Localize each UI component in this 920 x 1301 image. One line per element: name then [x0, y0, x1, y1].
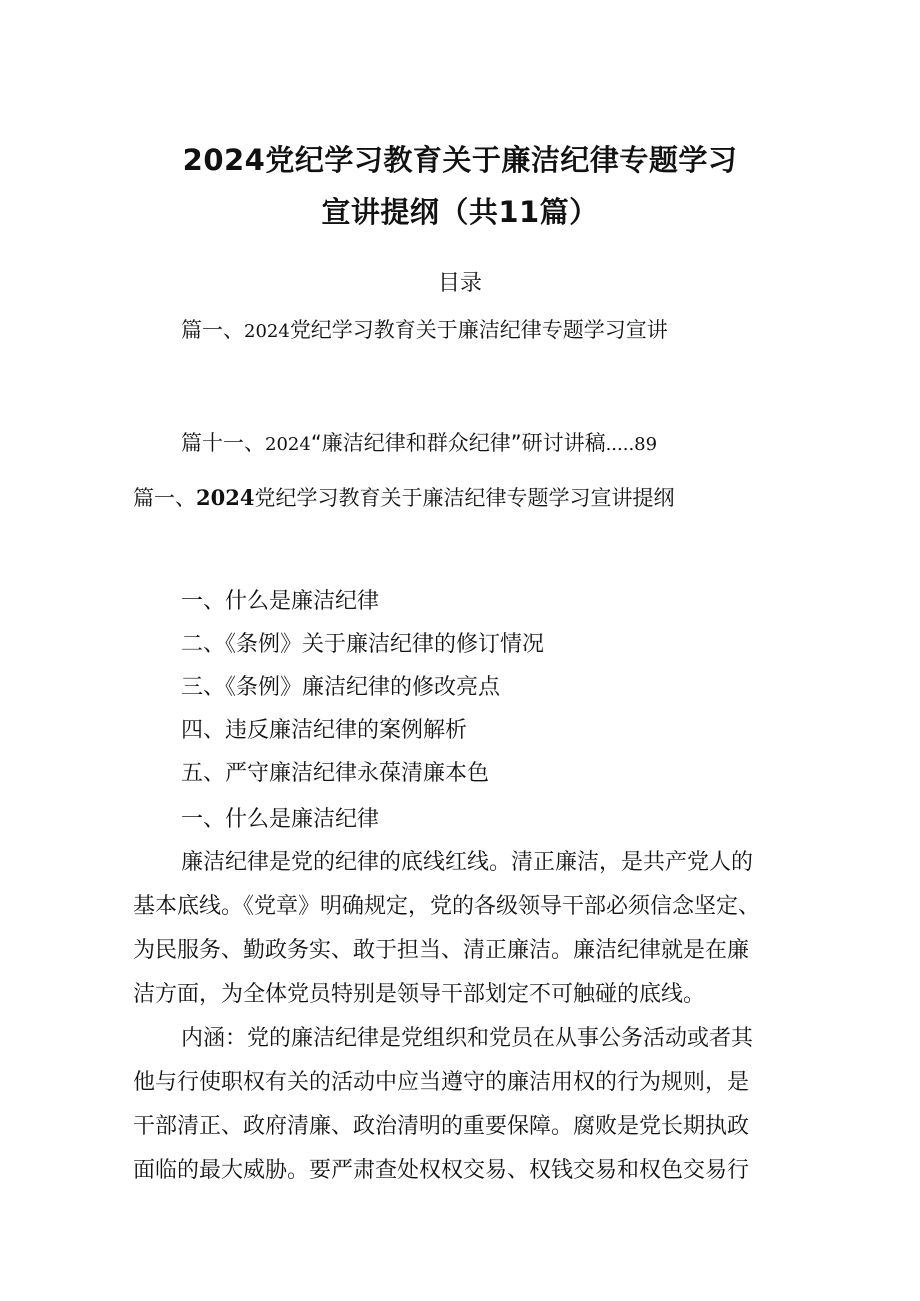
toc-item-page: .....89 [605, 434, 658, 455]
toc-item-11[interactable] [181, 427, 657, 457]
toc-item-number: 2024 [244, 321, 290, 342]
section-title-number: 2024 [196, 485, 255, 510]
toc-item-text: 党纪学习教育关于廉洁纪律专题学习宣讲 [289, 318, 668, 342]
outline-item: 三、《条例》廉洁纪律的修改亮点 [181, 675, 501, 700]
paragraph-line: 为民服务、勤政务实、敢于担当、清正廉洁。廉洁纪律就是在廉 [133, 938, 750, 963]
document-title-line-2: 宣讲提纲（共11篇） [321, 195, 599, 229]
toc-item-prefix: 篇一、 [181, 318, 244, 342]
outline-item: 一、什么是廉洁纪律 [181, 589, 380, 614]
section-title-text: 党纪学习教育关于廉洁纪律专题学习宣讲提纲 [254, 486, 675, 510]
paragraph-1 [133, 841, 793, 1017]
paragraph-line: 洁方面，为全体党员特别是领导干部划定不可触碰的底线。 [133, 982, 706, 1007]
outline-list [181, 586, 544, 801]
section-title-prefix: 篇一、 [133, 486, 196, 510]
outline-item: 五、严守廉洁纪律永葆清廉本色 [181, 761, 490, 786]
outline-item: 二、《条例》关于廉洁纪律的修订情况 [181, 632, 545, 657]
paragraph-line: 廉洁纪律是党的纪律的底线红线。清正廉洁，是共产党人的 [181, 850, 754, 875]
paragraph-line: 干部清正、政府清廉、政治清明的重要保障。腐败是党长期执政 [133, 1114, 750, 1139]
paragraph-line: 内涵：党的廉洁纪律是党组织和党员在从事公务活动或者其 [181, 1026, 754, 1051]
toc-item-prefix: 篇十一、 [181, 431, 265, 455]
paragraph-line: 面临的最大威胁。要严肃查处权权交易、权钱交易和权色交易行 [133, 1158, 750, 1183]
section-title [133, 482, 674, 512]
paragraph-line: 他与行使职权有关的活动中应当遵守的廉洁用权的行为规则，是 [133, 1070, 750, 1095]
toc-heading: 目录 [437, 271, 482, 296]
document-title-line-1: 2024党纪学习教育关于廉洁纪律专题学习 [182, 143, 738, 177]
toc-item-text: “廉洁纪律和群众纪律”研讨讲稿 [310, 431, 606, 455]
paragraph-2 [133, 1017, 793, 1193]
outline-item: 四、违反廉洁纪律的案例解析 [181, 718, 468, 743]
toc-item-number: 2024 [265, 434, 311, 455]
toc-item-1[interactable] [181, 314, 668, 344]
subheading: 一、什么是廉洁纪律 [181, 807, 380, 832]
paragraph-line: 基本底线。《党章》明确规定，党的各级领导干部必须信念坚定、 [133, 894, 761, 919]
